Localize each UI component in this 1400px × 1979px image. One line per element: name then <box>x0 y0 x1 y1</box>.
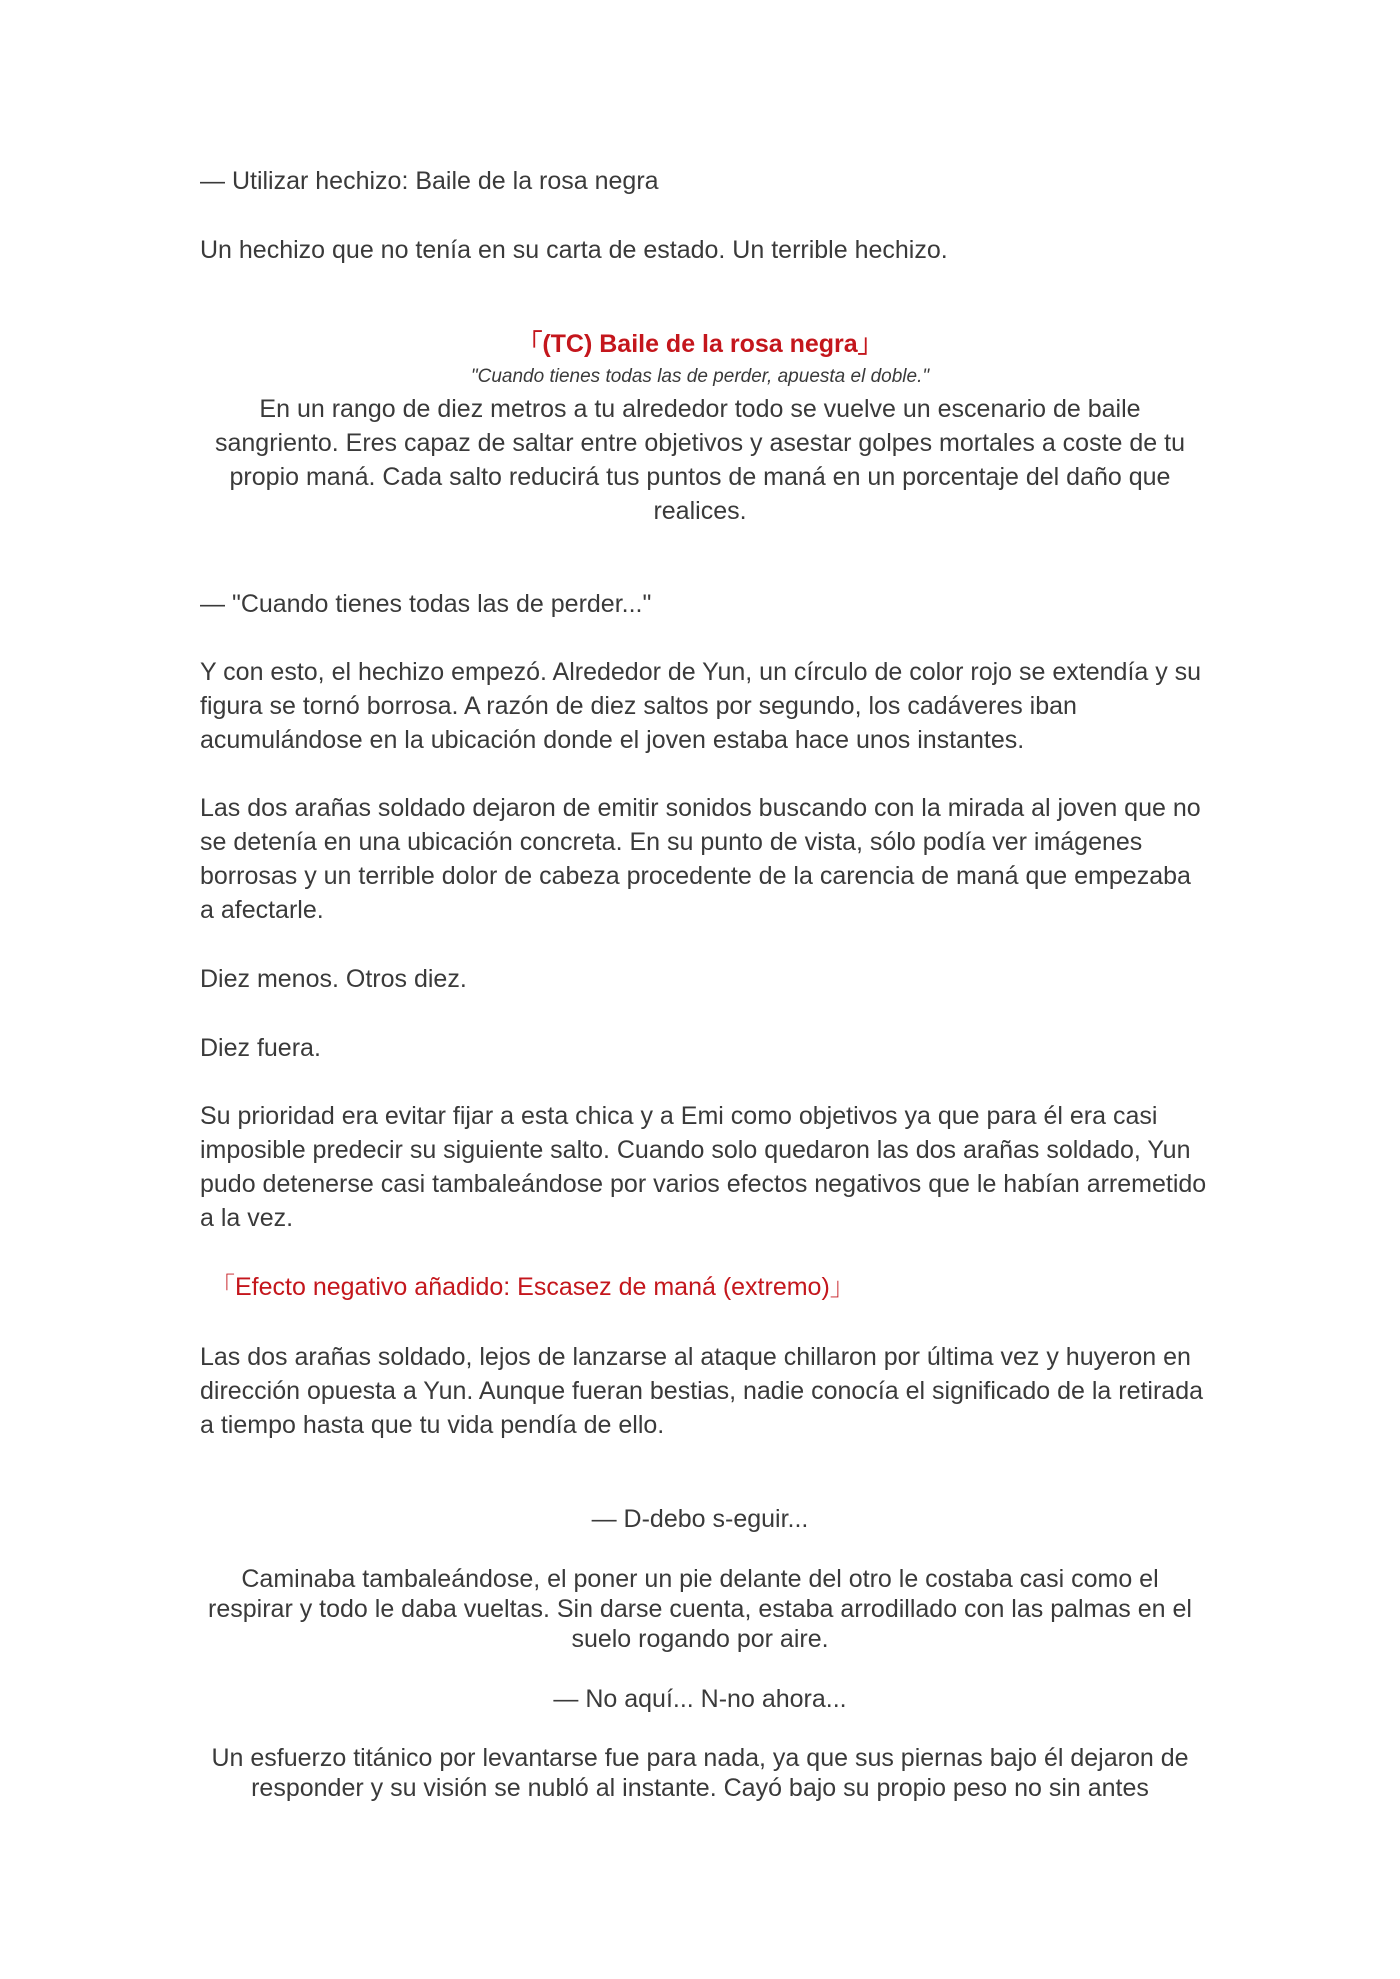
status-effect-notice: 「Efecto negativo añadido: Escasez de maná (extremo)」 <box>210 1273 855 1301</box>
paragraph: Diez menos. Otros diez. <box>200 965 467 993</box>
centered-paragraph: Caminaba tambaleándose, el poner un pie delante del otro le costaba casi como el respirar y todo le daba vueltas. Sin darse cuenta, estaba arrodillado con las palmas en el suelo rogando por aire. <box>208 1565 1192 1653</box>
spell-quote: "Cuando tienes todas las de perder, apuesta el doble." <box>470 366 930 387</box>
paragraph: Las dos arañas soldado, lejos de lanzarse al ataque chillaron por última vez y huyeron en dirección opuesta a Yun. Aunque fueran bestias, nadie conocía el significado de la retirada a tiempo hasta que tu vida pendía de ello. <box>200 1343 1204 1439</box>
paragraph: Y con esto, el hechizo empezó. Alrededor de Yun, un círculo de color rojo se extendía y su figura se tornó borrosa. A razón de diez saltos por segundo, los cadáveres iban acumulándose en la ubicación donde el joven estaba hace unos instantes. <box>200 658 1202 754</box>
spell-title: 「(TC) Baile de la rosa negra」 <box>517 330 883 358</box>
spell-cast-line: — Utilizar hechizo: Baile de la rosa negra <box>200 167 659 195</box>
paragraph: Su prioridad era evitar fijar a esta chica y a Emi como objetivos ya que para él era casi imposible predecir su siguiente salto. Cuando solo quedaron las dos arañas soldado, Yun pudo detenerse casi tambaleándose por varios efectos negativos que le habían arremetido a la vez. <box>200 1102 1207 1232</box>
dialogue-line: — D-debo s-eguir... <box>591 1505 809 1533</box>
dialogue-line: — "Cuando tienes todas las de perder..." <box>200 590 652 618</box>
dialogue-line: — No aquí... N-no ahora... <box>553 1685 847 1713</box>
intro-line: Un hechizo que no tenía en su carta de estado. Un terrible hechizo. <box>200 236 948 264</box>
centered-paragraph: Un esfuerzo titánico por levantarse fue para nada, ya que sus piernas bajo él dejaron de responder y su visión se nubló al instante. Cayó bajo su propio peso no sin antes <box>211 1744 1189 1802</box>
paragraph: Las dos arañas soldado dejaron de emitir sonidos buscando con la mirada al joven que no se detenía en una ubicación concreta. En su punto de vista, sólo podía ver imágenes borrosas y un terrible dolor de cabeza procedente de la carencia de maná que empezaba a afectarle. <box>200 794 1201 924</box>
spell-description: En un rango de diez metros a tu alrededor todo se vuelve un escenario de baile sangriento. Eres capaz de saltar entre objetivos y asestar golpes mortales a coste de tu propio maná. Cada salto reducirá tus puntos de maná en un porcentaje del daño que realices. <box>215 395 1185 525</box>
paragraph: Diez fuera. <box>200 1034 321 1062</box>
